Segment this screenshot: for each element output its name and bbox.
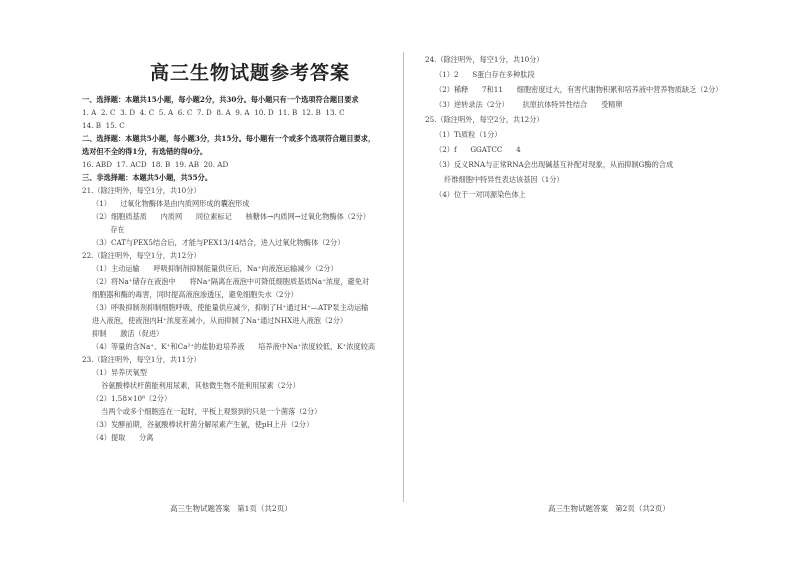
answer-line: 存在	[92, 225, 125, 234]
section-2-heading-cont: 选对但不全的得1分，有选错的得0分。	[82, 147, 208, 156]
section-2-heading: 二、选择题：本题共5小题，每小题3分，共15分。每小题有一个或多个选项符合题目要求，	[82, 134, 376, 143]
answer-line: （4）位于一对同源染色体上	[435, 190, 526, 199]
section-1-heading: 一、选择题：本题共15小题，每小题2分，共30分。每小题只有一个选项符合题目要求	[82, 95, 359, 104]
answer-line: （3）反义RNA与正常RNA会出现碱基互补配对现象，从而抑制G酶的合成	[435, 160, 674, 169]
question-25-heading: 25.（除注明外，每空2分，共12分）	[425, 115, 544, 124]
answer-line: （2）1.58×10⁸（2分）	[92, 394, 172, 403]
answer-line: 纤维细胞中特异性表达该基因（1分）	[435, 175, 564, 184]
answer-line: （4）等量的含Na⁺、K⁺和Ca²⁺的盐胁迫培养液 培养液中Na⁺浓度较低，K⁺浓度较高	[92, 342, 376, 351]
answer-line: （1） 过氧化物酶体是由内质网形成的囊泡形成	[92, 199, 250, 208]
answer-line: （3）呼吸抑制剂抑制细胞呼吸，使能量供应减少，抑制了H⁺通过H⁺—ATP泵主动运输	[92, 303, 369, 312]
page-divider	[403, 52, 404, 502]
question-24-heading: 24.（除注明外，每空1分，共10分）	[425, 55, 544, 64]
answer-line: （1）Ti质粒（1分）	[435, 130, 502, 139]
answer-line: 抑制 激活（促进）	[92, 329, 164, 338]
answer-line: （1）2 S蛋白存在多种肽段	[435, 70, 535, 79]
answer-line: （2）f GGATCC 4	[435, 145, 521, 154]
section-3-heading: 三、非选择题：本题共5小题，共55分。	[82, 173, 213, 182]
answer-line: （2）稀释 7和11 细胞密度过大，有害代谢物积累和培养液中营养物质缺乏（2分）	[435, 85, 723, 94]
page-title: 高三生物试题参考答案	[149, 62, 350, 84]
answer-line: （1）异养厌氧型	[92, 368, 147, 377]
answer-line: （2）细胞质基质 内质网 同位素标记 核糖体→内质网→过氧化物酶体（2分）	[92, 212, 370, 221]
question-22-heading: 22.（除注明外，每空1分，共12分）	[82, 251, 201, 260]
answer-line: （1）主动运输 呼吸抑制剂抑制能量供应后，Na⁺向液泡运输减少（2分）	[92, 264, 338, 273]
answer-line: 1. A 2. C 3. D 4. C 5. A 6. C 7. D 8. A 9. A 10. D 11. B 12. B 13. C	[82, 108, 345, 117]
question-23-heading: 23.（除注明外，每空1分，共11分）	[82, 355, 201, 364]
answer-line: 16. ABD 17. ACD 18. B 19. AB 20. AD	[82, 160, 229, 169]
page-footer-left: 高三生物试题答案 第1页（共2页）	[170, 504, 292, 513]
answer-line: 14. B 15. C	[82, 121, 125, 130]
answer-line: （3）CAT与PEX5结合后，才能与PEX13/14结合，进入过氧化物酶体（2分）	[92, 238, 345, 247]
answer-line: （2）将Na⁺储存在液泡中 将Na⁺隔离在液泡中可降低细胞质基质Na⁺浓度，避免对	[92, 277, 370, 286]
answer-line: 细胞器和酶的毒害，同时提高液泡渗透压，避免细胞失水（2分）	[92, 290, 298, 299]
answer-line: （4）提取 分离	[92, 433, 154, 442]
page-footer-right: 高三生物试题答案 第2页（共2页）	[548, 504, 670, 513]
answer-line: 当两个或多个细胞连在一起时，平板上观察到的只是一个菌落（2分）	[92, 407, 322, 416]
answer-line: 谷氨酸棒状杆菌能利用尿素，其他微生物不能利用尿素（2分）	[92, 381, 300, 390]
answer-line: （3）逆转录法（2分） 抗原抗体特异性结合 受精卵	[435, 100, 623, 109]
answer-line: （3）发酵前期，谷氨酸棒状杆菌分解尿素产生氨，使pH上升（2分）	[92, 420, 314, 429]
answer-line: 进入液泡，使液泡内H⁺浓度差减小，从而抑制了Na⁺通过NHX进入液泡（2分）	[92, 316, 348, 325]
question-21-heading: 21.（除注明外，每空1分，共10分）	[82, 186, 201, 195]
